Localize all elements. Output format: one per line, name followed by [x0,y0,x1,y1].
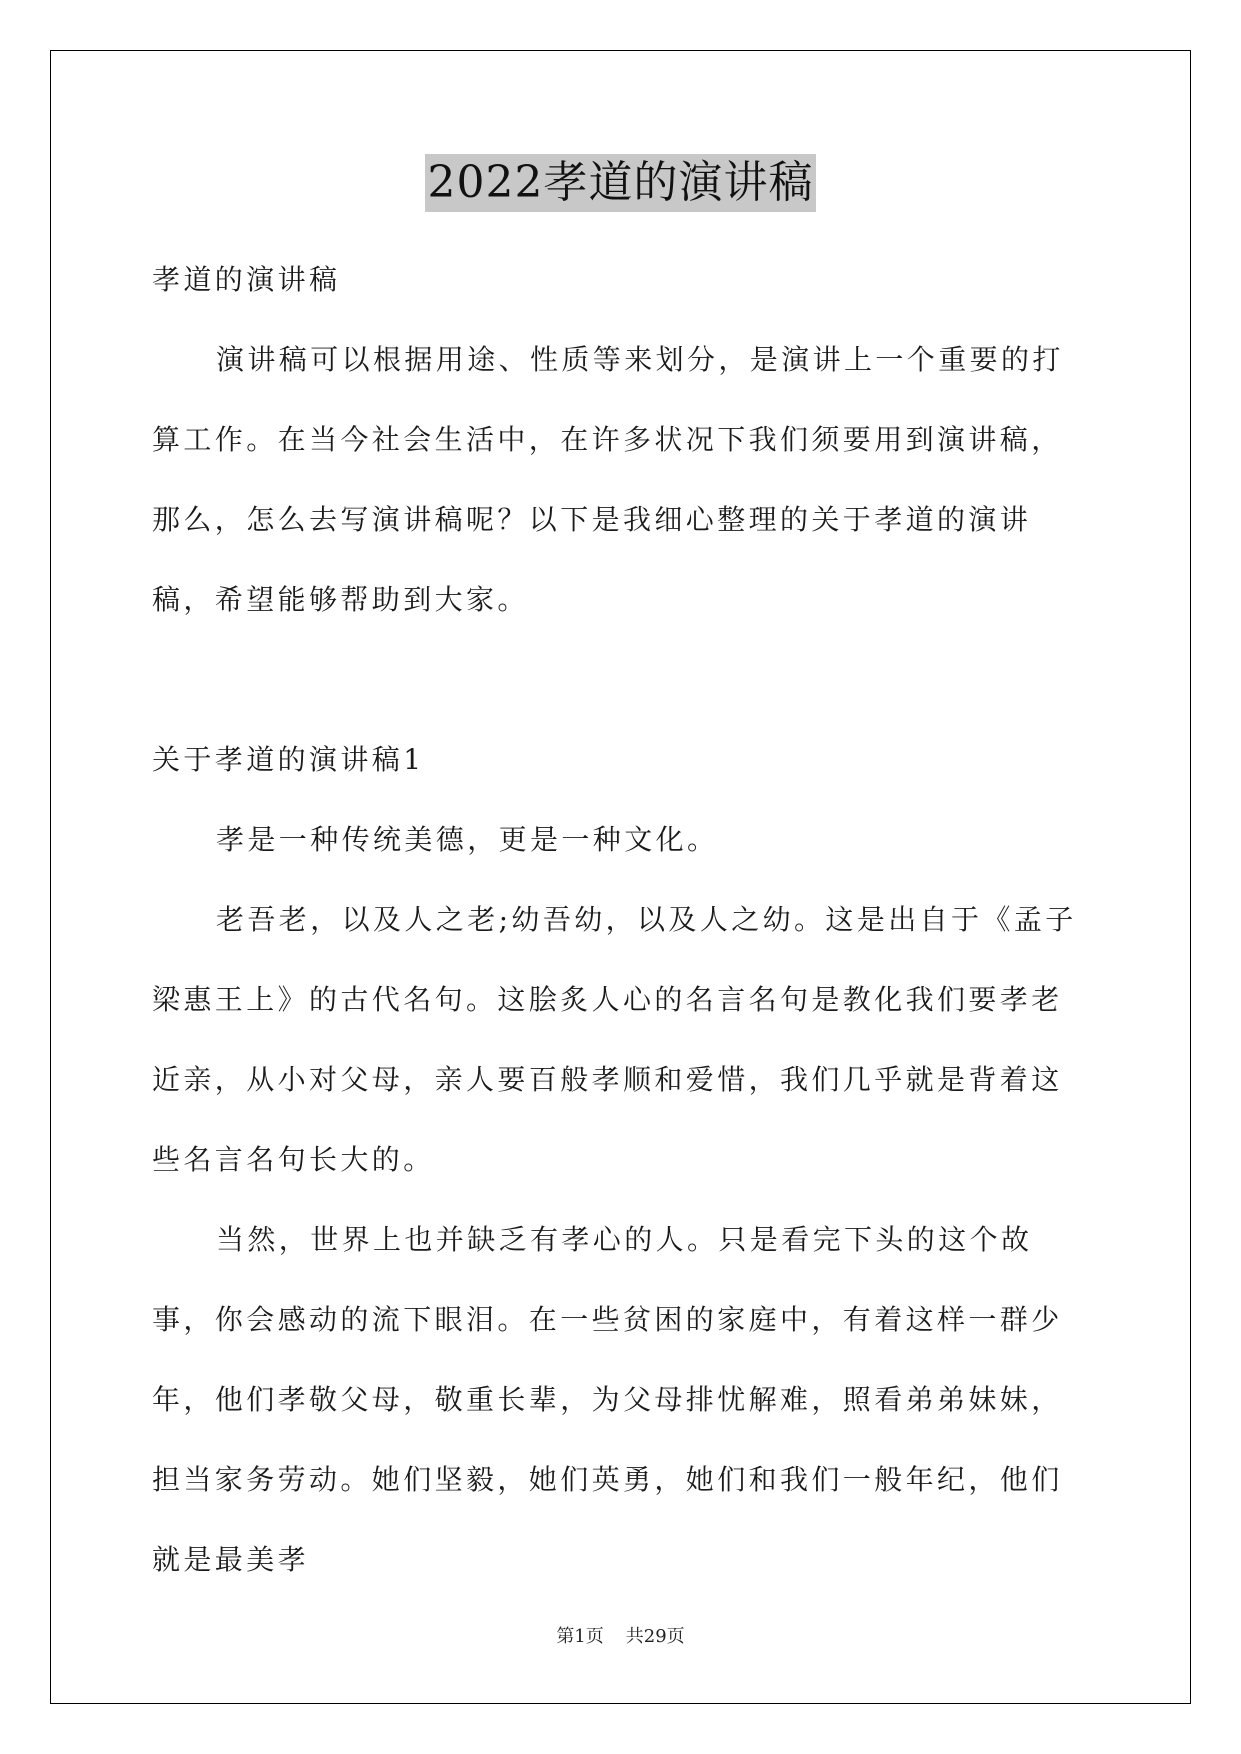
page-total: 共29页 [625,1626,685,1647]
body-paragraph-1: 孝是一种传统美德，更是一种文化。 [216,823,719,856]
page-footer [0,1622,1241,1648]
paragraph-gap [152,640,1092,720]
intro-paragraph: 演讲稿可以根据用途、性质等来划分，是演讲上一个重要的打算工作。在当今社会生活中，在许多状况下我们须要用到演讲稿，那么，怎么去写演讲稿呢？以下是我细心整理的关于孝道的演讲稿，希望能够帮助到大家。 [152,343,1064,616]
body-paragraph-3: 当然，世界上也并缺乏有孝心的人。只是看完下头的这个故事，你会感动的流下眼泪。在一些贫困的家庭中，有着这样一群少年，他们孝敬父母，敬重长辈，为父母排忧解难，照看弟弟妹妹，担当家务劳动。她们坚毅，她们英勇，她们和我们一般年纪，他们就是最美孝 [152,1223,1063,1576]
section-heading: 关于孝道的演讲稿1 [152,743,425,776]
title-container [0,154,1241,212]
document-body [152,240,1092,1600]
subtitle-line: 孝道的演讲稿 [152,263,341,296]
page-number: 第1页 [556,1626,604,1647]
document-title: 2022孝道的演讲稿 [425,154,817,212]
body-paragraph-2: 老吾老，以及人之老;幼吾幼，以及人之幼。这是出自于《孟子梁惠王上》的古代名句。这脍炙人心的名言名句是教化我们要孝老近亲，从小对父母，亲人要百般孝顺和爱惜，我们几乎就是背着这些名言名句长大的。 [152,903,1077,1176]
